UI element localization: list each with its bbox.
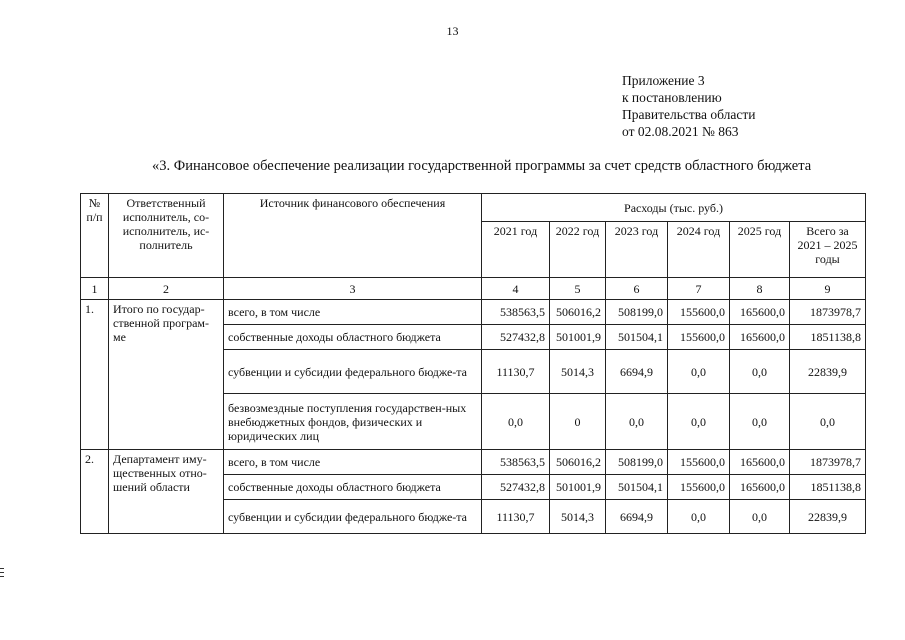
value-cell: 155600,0: [668, 325, 730, 350]
row-number: 1.: [81, 300, 109, 450]
header-source: Источник финансового обеспечения: [224, 194, 482, 278]
value-cell: 5014,3: [550, 500, 606, 534]
appendix-line: Приложение 3: [622, 73, 705, 88]
header-year: 2025 год: [730, 222, 790, 278]
value-cell: 11130,7: [482, 500, 550, 534]
column-numbers-row: [81, 278, 866, 300]
column-number: 4: [482, 278, 550, 300]
value-cell: 501001,9: [550, 325, 606, 350]
row-number: 2.: [81, 450, 109, 534]
value-cell: 22839,9: [790, 500, 866, 534]
financing-table: [80, 193, 866, 534]
value-cell: 0,0: [482, 394, 550, 450]
value-cell: 165600,0: [730, 475, 790, 500]
value-cell: 508199,0: [606, 450, 668, 475]
value-cell: 155600,0: [668, 475, 730, 500]
source-cell: субвенции и субсидии федерального бюдже-та: [224, 350, 482, 394]
value-cell: 501001,9: [550, 475, 606, 500]
value-cell: 501504,1: [606, 475, 668, 500]
column-number: 8: [730, 278, 790, 300]
value-cell: 0,0: [730, 350, 790, 394]
section-heading: «3. Финансовое обеспечение реализации государственной программы за счет средств областного бюджета: [152, 158, 812, 174]
value-cell: 165600,0: [730, 450, 790, 475]
value-cell: 1851138,8: [790, 475, 866, 500]
value-cell: 506016,2: [550, 300, 606, 325]
value-cell: 508199,0: [606, 300, 668, 325]
value-cell: 165600,0: [730, 325, 790, 350]
value-cell: 6694,9: [606, 500, 668, 534]
value-cell: 506016,2: [550, 450, 606, 475]
column-number: 2: [109, 278, 224, 300]
page-number: 13: [446, 24, 459, 38]
column-number: 5: [550, 278, 606, 300]
value-cell: 155600,0: [668, 450, 730, 475]
column-number: 9: [790, 278, 866, 300]
appendix-line: к постановлению: [622, 90, 722, 105]
executor-cell: Итого по государ-ственной програм-ме: [109, 300, 224, 450]
value-cell: 527432,8: [482, 325, 550, 350]
header-total: Всего за 2021 – 2025 годы: [790, 222, 866, 278]
header-year: 2022 год: [550, 222, 606, 278]
value-cell: 527432,8: [482, 475, 550, 500]
value-cell: 0,0: [730, 500, 790, 534]
appendix-block: [622, 72, 755, 140]
value-cell: 1873978,7: [790, 300, 866, 325]
value-cell: 155600,0: [668, 300, 730, 325]
source-cell: всего, в том числе: [224, 300, 482, 325]
value-cell: 0,0: [790, 394, 866, 450]
value-cell: 0,0: [606, 394, 668, 450]
source-cell: субвенции и субсидии федерального бюдже-та: [224, 500, 482, 534]
value-cell: 11130,7: [482, 350, 550, 394]
value-cell: 538563,5: [482, 450, 550, 475]
value-cell: 165600,0: [730, 300, 790, 325]
header-year: 2023 год: [606, 222, 668, 278]
appendix-line: от 02.08.2021 № 863: [622, 124, 739, 139]
column-number: 3: [224, 278, 482, 300]
value-cell: 22839,9: [790, 350, 866, 394]
header-year: 2021 год: [482, 222, 550, 278]
source-cell: всего, в том числе: [224, 450, 482, 475]
header-num: № п/п: [81, 194, 109, 278]
value-cell: 1873978,7: [790, 450, 866, 475]
value-cell: 6694,9: [606, 350, 668, 394]
header-executor: Ответственный исполнитель, со-исполнитель, ис-полнитель: [109, 194, 224, 278]
table-row: [81, 450, 866, 475]
header-year: 2024 год: [668, 222, 730, 278]
value-cell: 1851138,8: [790, 325, 866, 350]
value-cell: 501504,1: [606, 325, 668, 350]
value-cell: 0,0: [668, 500, 730, 534]
source-cell: безвозмездные поступления государствен-ных внебюджетных фондов, физических и юридических лиц: [224, 394, 482, 450]
executor-cell: Департамент иму-щественных отно-шений области: [109, 450, 224, 534]
scan-margin-mark: [0, 568, 4, 569]
value-cell: 538563,5: [482, 300, 550, 325]
value-cell: 0,0: [730, 394, 790, 450]
appendix-line: Правительства области: [622, 107, 756, 122]
column-number: 7: [668, 278, 730, 300]
value-cell: 5014,3: [550, 350, 606, 394]
column-number: 6: [606, 278, 668, 300]
header-row: [81, 194, 866, 222]
table-row: [81, 300, 866, 325]
header-expenses: Расходы (тыс. руб.): [482, 194, 866, 222]
value-cell: 0,0: [668, 350, 730, 394]
value-cell: 0: [550, 394, 606, 450]
value-cell: 0,0: [668, 394, 730, 450]
source-cell: собственные доходы областного бюджета: [224, 475, 482, 500]
column-number: 1: [81, 278, 109, 300]
source-cell: собственные доходы областного бюджета: [224, 325, 482, 350]
